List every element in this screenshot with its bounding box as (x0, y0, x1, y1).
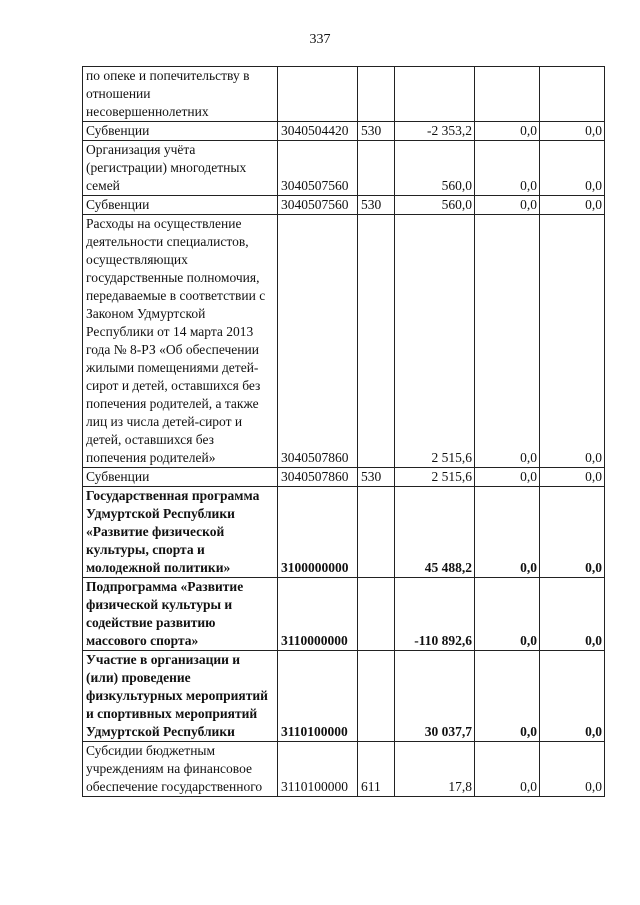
row-type-cell: 530 (358, 122, 395, 141)
row-amount-3-cell: 0,0 (540, 196, 605, 215)
row-code-cell: 3100000000 (278, 487, 358, 578)
table-row (83, 578, 605, 651)
table-row (83, 141, 605, 196)
row-name-cell: Субвенции (83, 122, 278, 141)
table-row (83, 215, 605, 468)
row-type-cell (358, 651, 395, 742)
row-name-cell: Государственная программа Удмуртской Республики «Развитие физической культуры, спорта и молодежной политики» (83, 487, 278, 578)
row-amount-3-cell: 0,0 (540, 122, 605, 141)
table-row (83, 487, 605, 578)
table-row (83, 651, 605, 742)
row-code-cell: 3040507860 (278, 215, 358, 468)
row-amount-2-cell: 0,0 (475, 141, 540, 196)
row-amount-2-cell: 0,0 (475, 578, 540, 651)
row-amount-3-cell: 0,0 (540, 215, 605, 468)
row-amount-1-cell: 2 515,6 (395, 468, 475, 487)
row-amount-1-cell: 45 488,2 (395, 487, 475, 578)
table-row (83, 67, 605, 122)
row-name-cell: Организация учёта (регистрации) многодетных семей (83, 141, 278, 196)
row-type-cell: 530 (358, 196, 395, 215)
row-amount-3-cell: 0,0 (540, 487, 605, 578)
row-code-cell: 3040504420 (278, 122, 358, 141)
row-type-cell (358, 215, 395, 468)
row-amount-3-cell: 0,0 (540, 578, 605, 651)
row-amount-1-cell: 17,8 (395, 742, 475, 797)
row-type-cell: 530 (358, 468, 395, 487)
budget-table (82, 66, 605, 797)
row-amount-1-cell: -2 353,2 (395, 122, 475, 141)
row-code-cell: 3110000000 (278, 578, 358, 651)
budget-table-body (83, 67, 605, 797)
row-type-cell: 611 (358, 742, 395, 797)
row-code-cell: 3040507560 (278, 141, 358, 196)
row-code-cell (278, 67, 358, 122)
row-code-cell: 3040507560 (278, 196, 358, 215)
row-amount-2-cell: 0,0 (475, 122, 540, 141)
row-code-cell: 3110100000 (278, 651, 358, 742)
row-amount-2-cell: 0,0 (475, 742, 540, 797)
table-row (83, 742, 605, 797)
row-name-cell: Субсидии бюджетным учреждениям на финансовое обеспечение государственного (83, 742, 278, 797)
row-type-cell (358, 487, 395, 578)
table-row (83, 196, 605, 215)
row-amount-2-cell: 0,0 (475, 487, 540, 578)
row-type-cell (358, 141, 395, 196)
row-name-cell: Участие в организации и (или) проведение физкультурных мероприятий и спортивных мероприятий Удмуртской Республики (83, 651, 278, 742)
row-name-cell: по опеке и попечительству в отношении несовершеннолетних (83, 67, 278, 122)
row-name-cell: Подпрограмма «Развитие физической культуры и содействие развитию массового спорта» (83, 578, 278, 651)
row-code-cell: 3040507860 (278, 468, 358, 487)
row-type-cell (358, 67, 395, 122)
row-amount-3-cell (540, 67, 605, 122)
row-name-cell: Субвенции (83, 196, 278, 215)
row-amount-1-cell: 30 037,7 (395, 651, 475, 742)
row-amount-1-cell: 560,0 (395, 141, 475, 196)
row-amount-1-cell: -110 892,6 (395, 578, 475, 651)
row-name-cell: Субвенции (83, 468, 278, 487)
row-amount-2-cell: 0,0 (475, 468, 540, 487)
row-amount-2-cell: 0,0 (475, 651, 540, 742)
row-amount-2-cell (475, 67, 540, 122)
row-amount-3-cell: 0,0 (540, 468, 605, 487)
table-row (83, 468, 605, 487)
row-amount-2-cell: 0,0 (475, 196, 540, 215)
row-code-cell: 3110100000 (278, 742, 358, 797)
row-type-cell (358, 578, 395, 651)
table-row (83, 122, 605, 141)
page-number: 337 (309, 32, 331, 47)
row-amount-3-cell: 0,0 (540, 141, 605, 196)
row-amount-2-cell: 0,0 (475, 215, 540, 468)
row-amount-1-cell (395, 67, 475, 122)
row-amount-3-cell: 0,0 (540, 742, 605, 797)
row-amount-1-cell: 2 515,6 (395, 215, 475, 468)
row-name-cell: Расходы на осуществление деятельности специалистов, осуществляющих государственные полномочия, передаваемые в соответствии с Законом Удмуртской Республики от 14 марта 2013 года № 8-РЗ «Об обеспечении жилыми помещениями детей-сирот и детей, оставшихся без попечения родителей, а также лиц из числа детей-сирот и детей, оставшихся без попечения родителей» (83, 215, 278, 468)
row-amount-3-cell: 0,0 (540, 651, 605, 742)
row-amount-1-cell: 560,0 (395, 196, 475, 215)
